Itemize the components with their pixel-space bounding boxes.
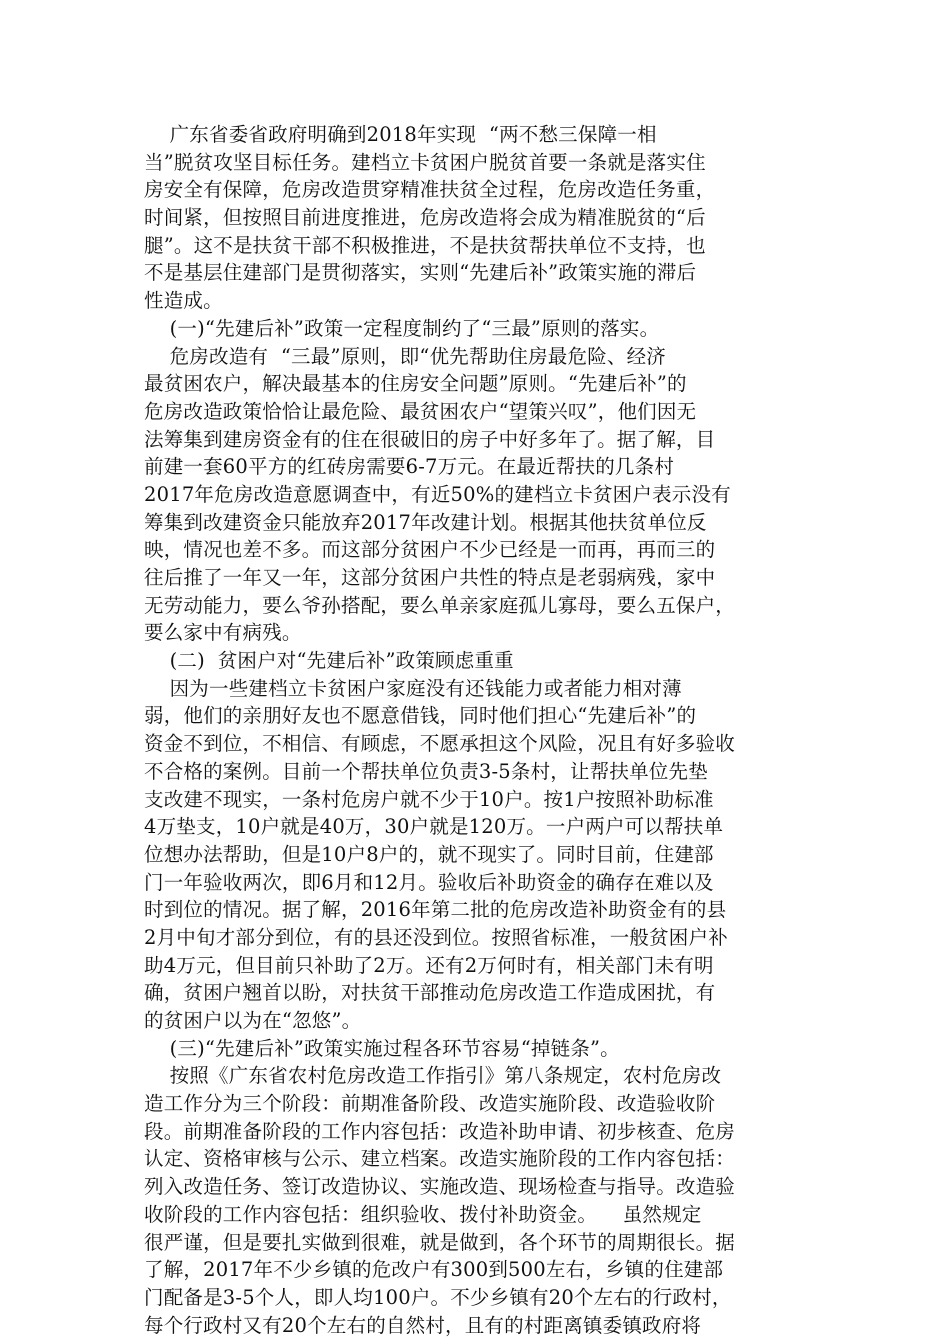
text-line: 危房改造有 “三最”原则，即“优先帮助住房最危险、经济 [144,344,666,368]
text-line: 2017年危房改造意愿调查中，有近50%的建档立卡贫困户表示没有 [144,482,731,506]
text-line: 门一年验收两次，即6月和12月。验收后补助资金的确存在难以及 [144,870,714,894]
text-line: 很严谨，但是要扎实做到很难，就是做到，各个环节的周期很长。据 [144,1230,736,1254]
text-line: 弱，他们的亲朋好友也不愿意借钱，同时他们担心“先建后补”的 [144,704,697,728]
text-line: (一)“先建后补”政策一定程度制约了“三最”原则的落实。 [144,316,660,340]
text-line: 4万垫支，10户就是40万，30户就是120万。一户两户可以帮扶单 [144,815,724,839]
text-line: 每个行政村又有20个左右的自然村，且有的村距离镇委镇政府将 [144,1313,702,1337]
text-line: 法筹集到建房资金有的住在很破旧的房子中好多年了。据了解，目 [144,427,716,451]
text-line: 段。前期准备阶段的工作内容包括：改造补助申请、初步核查、危房 [144,1119,736,1143]
text-line: 不是基层住建部门是贯彻落实，实则“先建后补”政策实施的滞后 [144,261,697,285]
text-line: (三)“先建后补”政策实施过程各环节容易“掉链条”。 [144,1036,620,1060]
text-line: 2月中旬才部分到位，有的县还没到位。按照省标准，一般贫困户补 [144,925,728,949]
text-line: 前建一套60平方的红砖房需要6-7万元。在最近帮扶的几条村 [144,455,675,479]
text-line: 认定、资格审核与公示、建立档案。改造实施阶段的工作内容包括： [144,1147,736,1171]
text-line: 了解，2017年不少乡镇的危改户有300到500左右，乡镇的住建部 [144,1258,724,1282]
text-line: 危房改造政策恰恰让最危险、最贫困农户“望策兴叹”，他们因无 [144,399,697,423]
text-line: 筹集到改建资金只能放弃2017年改建计划。根据其他扶贫单位反 [144,510,707,534]
text-line: 无劳动能力，要么爷孙搭配，要么单亲家庭孤儿寡母，要么五保户， [144,593,736,617]
document-body [144,121,824,1339]
text-line: 最贫困农户，解决最基本的住房安全问题”原则。“先建后补”的 [144,372,687,396]
text-line: 列入改造任务、签订改造协议、实施改造、现场检查与指导。改造验 [144,1175,736,1199]
text-line: 性造成。 [144,289,223,313]
text-line: 时到位的情况。据了解，2016年第二批的危房改造补助资金有的县 [144,898,727,922]
text-line: 支改建不现实，一条村危房户就不少于10户。按1户按照补助标准 [144,787,714,811]
text-line: 不合格的案例。目前一个帮扶单位负责3-5条村，让帮扶单位先垫 [144,759,708,783]
text-line: 位想办法帮助，但是10户8户的，就不现实了。同时目前，住建部 [144,842,714,866]
text-line: 腿”。这不是扶贫干部不积极推进，不是扶贫帮扶单位不支持，也 [144,233,706,257]
text-line: 要么家中有病残。 [144,621,302,645]
text-line: 往后推了一年又一年，这部分贫困户共性的特点是老弱病残，家中 [144,566,716,589]
text-line: (二) 贫困户对“先建后补”政策顾虑重重 [144,649,514,673]
text-line: 房安全有保障，危房改造贯穿精准扶贫全过程，危房改造任务重， [144,178,716,202]
text-line: 收阶段的工作内容包括：组织验收、拨付补助资金。 虽然规定 [144,1202,702,1226]
text-line: 助4万元，但目前只补助了2万。还有2万何时有，相关部门未有明 [144,953,714,977]
text-line: 门配备是3-5个人，即人均100户。不少乡镇有20个左右的行政村， [144,1285,732,1309]
text-line: 的贫困户以为在“忽悠”。 [144,1009,362,1032]
text-line: 按照《广东省农村危房改造工作指引》第八条规定，农村危房改 [144,1064,722,1088]
text-line: 造工作分为三个阶段：前期准备阶段、改造实施阶段、改造验收阶 [144,1092,716,1116]
text-line: 映，情况也差不多。而这部分贫困户不少已经是一而再，再而三的 [144,538,716,562]
text-line: 当”脱贫攻坚目标任务。建档立卡贫困户脱贫首要一条就是落实住 [144,150,706,174]
text-line: 时间紧，但按照目前进度推进，危房改造将会成为精准脱贫的“后 [144,206,706,230]
text-line: 因为一些建档立卡贫困户家庭没有还钱能力或者能力相对薄 [144,676,682,700]
text-line: 广东省委省政府明确到2018年实现 “两不愁三保障一相 [144,123,657,146]
text-line: 资金不到位，不相信、有顾虑，不愿承担这个风险，况且有好多验收 [144,732,736,756]
text-line: 确，贫困户翘首以盼，对扶贫干部推动危房改造工作造成困扰，有 [144,981,716,1005]
